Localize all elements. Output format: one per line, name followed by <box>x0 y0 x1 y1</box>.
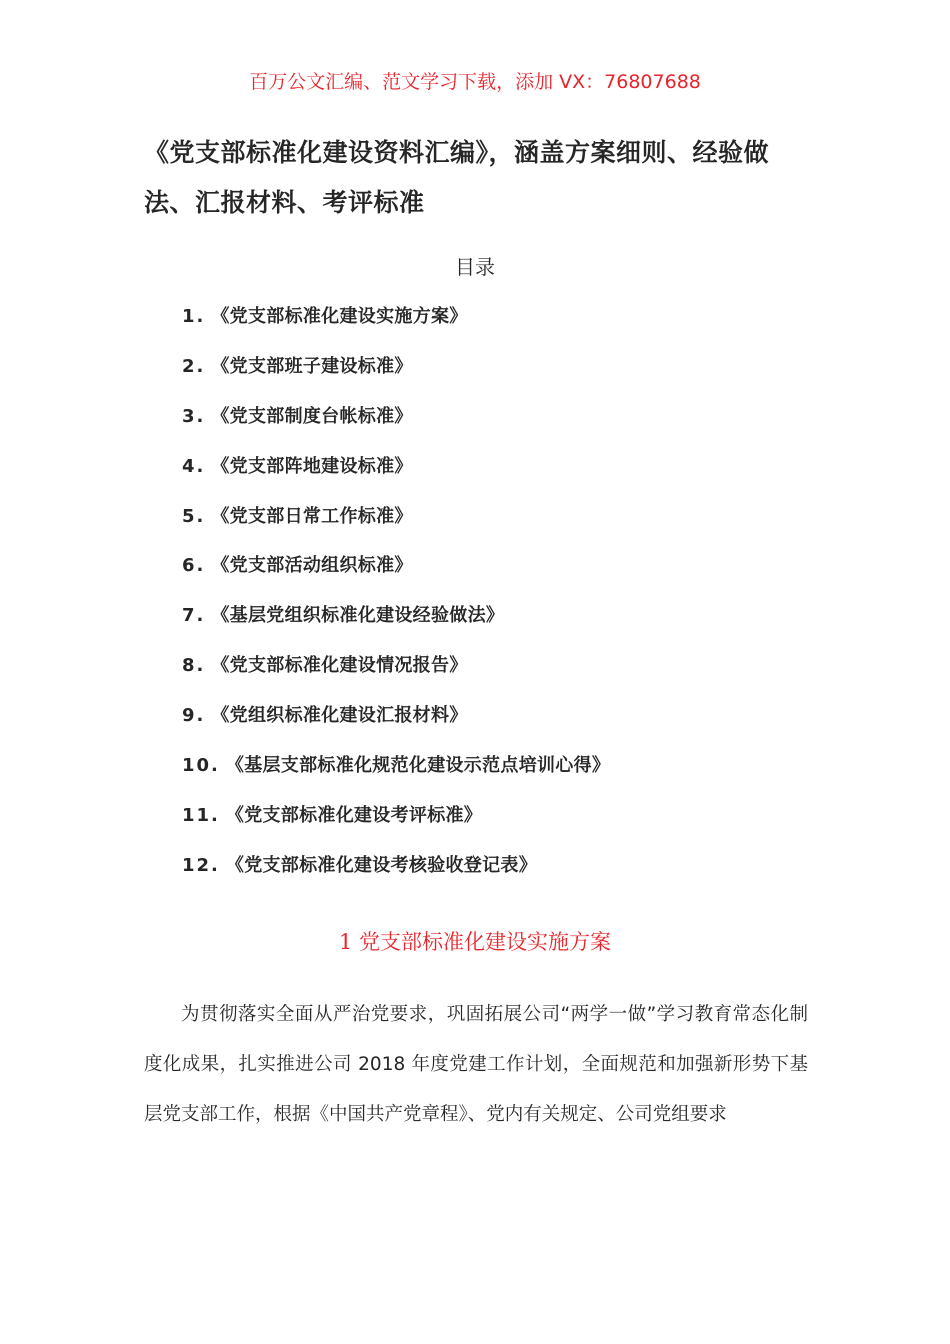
toc-item <box>182 801 610 851</box>
toc-item <box>182 601 610 651</box>
toc-item-number: 6. <box>182 555 206 577</box>
toc-item-title: 《党支部阵地建设标准》 <box>211 455 413 477</box>
toc-item-number: 7. <box>182 605 206 627</box>
toc-heading: 目录 <box>455 255 495 279</box>
section-heading: 1 党支部标准化建设实施方案 <box>338 930 612 954</box>
toc-item <box>182 402 610 452</box>
toc-item <box>182 851 610 901</box>
promo-banner: 百万公文汇编、范文学习下载，添加 VX：76807688 <box>249 71 701 93</box>
toc-item <box>182 452 610 502</box>
toc-item-title: 《党支部标准化建设考核验收登记表》 <box>225 854 537 876</box>
document-title: 《党支部标准化建设资料汇编》，涵盖方案细则、经验做法、汇报材料、考评标准 <box>144 138 770 217</box>
toc-item-title: 《党支部活动组织标准》 <box>211 555 413 577</box>
toc-item-number: 10. <box>182 755 220 777</box>
toc-item-number: 8. <box>182 655 206 677</box>
toc-item-number: 11. <box>182 804 220 826</box>
toc-item-number: 5. <box>182 505 206 527</box>
toc-item-number: 1. <box>182 306 206 327</box>
toc-item <box>182 751 610 801</box>
toc-item <box>182 651 610 701</box>
toc-item-title: 《党组织标准化建设汇报材料》 <box>211 705 468 727</box>
toc-item-title: 《基层党组织标准化建设经验做法》 <box>211 605 505 627</box>
toc-item-title: 《党支部制度台帐标准》 <box>211 405 413 427</box>
toc-item-title: 《党支部标准化建设情况报告》 <box>211 655 468 677</box>
toc-item-title: 《党支部日常工作标准》 <box>211 505 413 527</box>
toc-item <box>182 352 610 402</box>
toc-item-title: 《基层支部标准化规范化建设示范点培训心得》 <box>225 755 611 777</box>
toc-item-number: 12. <box>182 854 220 876</box>
toc-item <box>182 302 610 352</box>
toc-item-title: 《党支部标准化建设实施方案》 <box>211 306 468 327</box>
body-paragraph: 为贯彻落实全面从严治党要求，巩固拓展公司“两学一做”学习教育常态化制度化成果，扎实推进公司 2018 年度党建工作计划，全面规范和加强新形势下基层党支部工作，根据《中国共产党章程》、党内有关规定、公司党组要求 <box>144 1004 808 1125</box>
toc-item-number: 9. <box>182 705 206 727</box>
toc-item-title: 《党支部班子建设标准》 <box>211 355 413 377</box>
toc-item-title: 《党支部标准化建设考评标准》 <box>225 804 483 826</box>
table-of-contents <box>182 302 610 901</box>
toc-item-number: 2. <box>182 355 206 377</box>
toc-item-number: 3. <box>182 405 206 427</box>
toc-item <box>182 502 610 552</box>
toc-item <box>182 701 610 751</box>
toc-item <box>182 551 610 601</box>
toc-item-number: 4. <box>182 455 206 477</box>
